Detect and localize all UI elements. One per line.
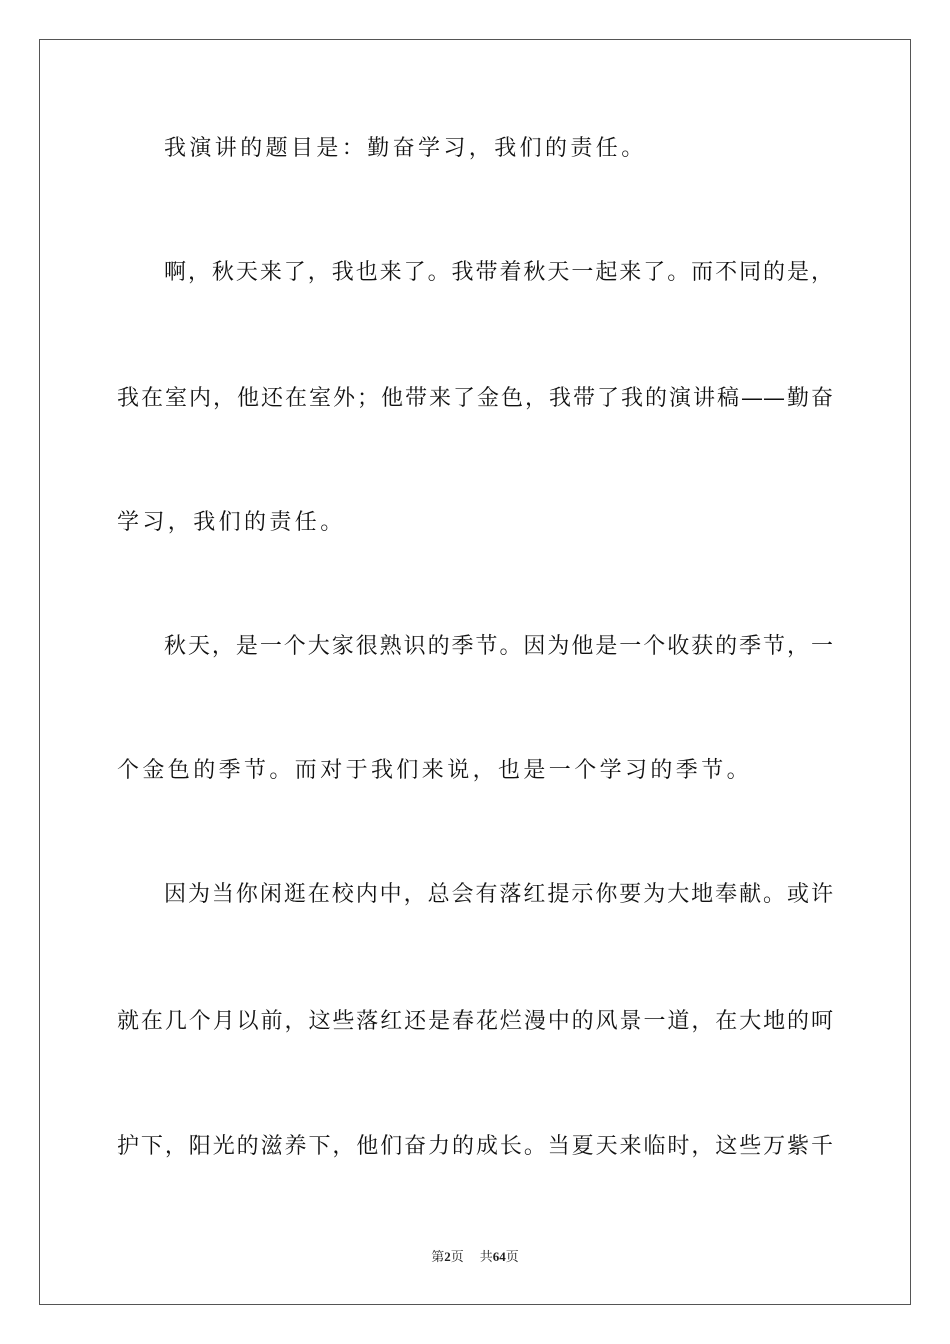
- text-line: 啊，秋天来了，我也来了。我带着秋天一起来了。而不同的是，: [164, 260, 833, 285]
- text-line: 我演讲的题目是：勤奋学习，我们的责任。: [164, 136, 647, 161]
- page-suffix: 页: [450, 1249, 464, 1264]
- page-number: 2: [444, 1249, 451, 1264]
- text-line: 个金色的季节。而对于我们来说，也是一个学习的季节。: [117, 758, 753, 783]
- total-pages: 64: [492, 1249, 506, 1264]
- text-line: 秋天，是一个大家很熟识的季节。因为他是一个收获的季节，一: [164, 634, 833, 659]
- total-suffix: 页: [505, 1249, 519, 1264]
- total-prefix: 共: [479, 1249, 493, 1264]
- text-line: 我在室内，他还在室外；他带来了金色，我带了我的演讲稿——勤奋: [117, 386, 833, 411]
- text-line: 护下，阳光的滋养下，他们奋力的成长。当夏天来临时，这些万紫千: [117, 1134, 833, 1159]
- page-prefix: 第: [431, 1249, 445, 1264]
- page-frame: [39, 39, 911, 1305]
- text-line: 学习，我们的责任。: [117, 510, 346, 535]
- page-footer: [0, 1248, 950, 1266]
- text-line: 因为当你闲逛在校内中，总会有落红提示你要为大地奉献。或许: [164, 882, 833, 907]
- text-line: 就在几个月以前，这些落红还是春花烂漫中的风景一道，在大地的呵: [117, 1009, 833, 1034]
